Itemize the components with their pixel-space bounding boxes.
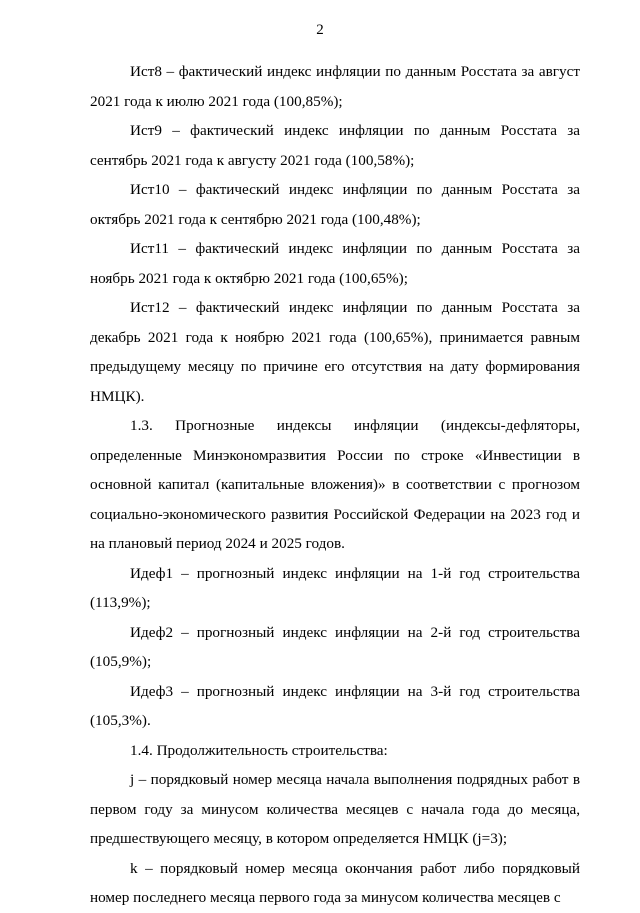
paragraph-idef2: Идеф2 – прогнозный индекс инфляции на 2-й год строительства (105,9%); — [90, 623, 580, 670]
paragraph-section-1-4: 1.4. Продолжительность строительства: — [130, 741, 388, 759]
paragraph-k-definition: k – порядковый номер месяца окончания работ либо порядковый номер последнего месяца первого года за минусом количества месяцев с — [90, 859, 580, 906]
paragraph-idef1: Идеф1 – прогнозный индекс инфляции на 1-й год строительства (113,9%); — [90, 564, 580, 611]
paragraph-ist11: Ист11 – фактический индекс инфляции по данным Росстата за ноябрь 2021 года к октябрю 2021 года (100,65%); — [90, 240, 580, 287]
document-body — [90, 57, 580, 913]
paragraph-ist8: Ист8 – фактический индекс инфляции по данным Росстата за август 2021 года к июлю 2021 года (100,85%); — [90, 63, 580, 110]
paragraph-ist12: Ист12 – фактический индекс инфляции по данным Росстата за декабрь 2021 года к ноябрю 2021 года (100,65%), принимается равным предыдущему месяцу по причине его отсутствия на дату формирования НМЦК). — [90, 299, 580, 405]
paragraph-ist9: Ист9 – фактический индекс инфляции по данным Росстата за сентябрь 2021 года к августу 2021 года (100,58%); — [90, 122, 580, 169]
paragraph-j-definition: j – порядковый номер месяца начала выполнения подрядных работ в первом году за минусом количества месяцев с начала года до месяца, предшествующего месяцу, в котором определяется НМЦК (j=3); — [90, 771, 580, 847]
paragraph-idef3: Идеф3 – прогнозный индекс инфляции на 3-й год строительства (105,3%). — [90, 682, 580, 729]
page-number: 2 — [316, 22, 324, 38]
paragraph-section-1-3: 1.3. Прогнозные индексы инфляции (индексы-дефляторы, определенные Минэкономразвития России по строке «Инвестиции в основной капитал (капитальные вложения)» в соответствии с прогнозом социально-экономического развития Российской Федерации на 2023 год и на плановый период 2024 и 2025 годов. — [90, 417, 580, 552]
paragraph-ist10: Ист10 – фактический индекс инфляции по данным Росстата за октябрь 2021 года к сентябрю 2021 года (100,48%); — [90, 181, 580, 228]
